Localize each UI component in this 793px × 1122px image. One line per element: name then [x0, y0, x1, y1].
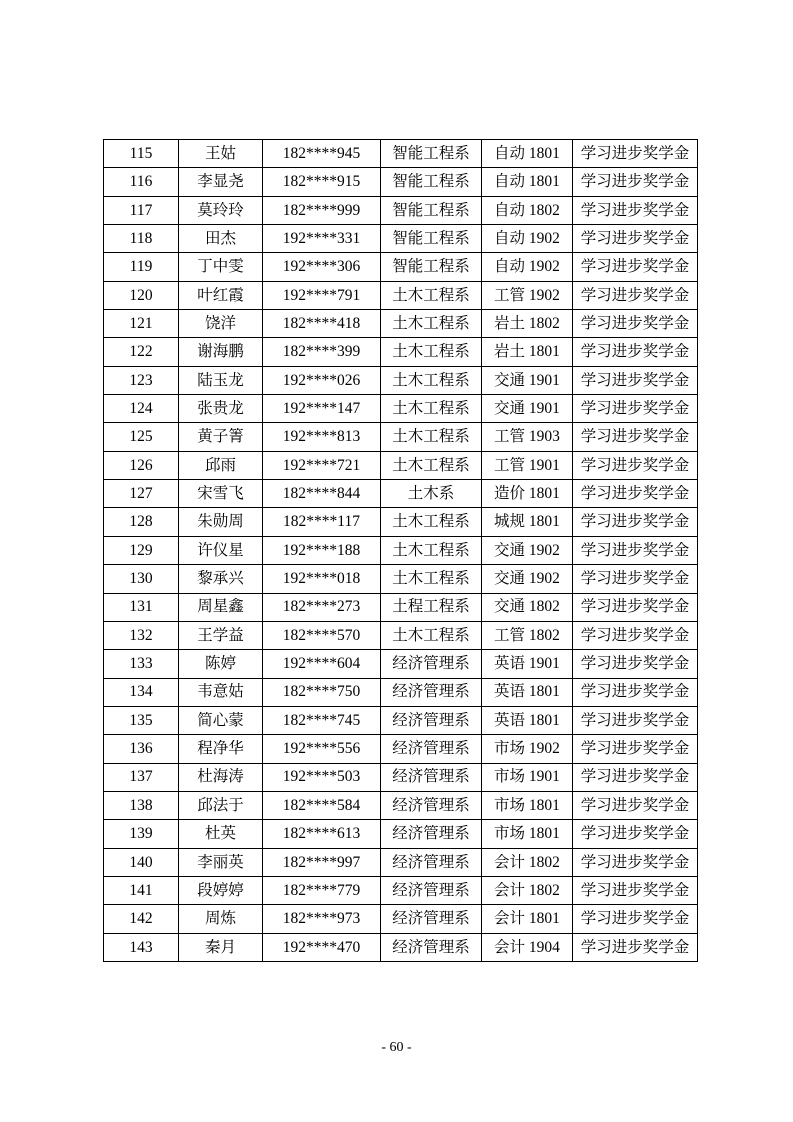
- cell-class: 工管 1901: [482, 451, 573, 479]
- table-row: [104, 848, 698, 876]
- cell-department: 经济管理系: [381, 905, 482, 933]
- cell-department: 经济管理系: [381, 650, 482, 678]
- table-row: [104, 933, 698, 961]
- scholarship-table-body: [104, 140, 698, 962]
- cell-name: 王姑: [179, 140, 263, 168]
- cell-award: 学习进步奖学金: [573, 140, 698, 168]
- cell-name: 周炼: [179, 905, 263, 933]
- cell-phone: 182****915: [263, 168, 381, 196]
- table-row: [104, 338, 698, 366]
- cell-name: 丁中雯: [179, 253, 263, 281]
- cell-phone: 192****188: [263, 536, 381, 564]
- scholarship-table: [103, 139, 698, 962]
- table-row: [104, 395, 698, 423]
- cell-award: 学习进步奖学金: [573, 565, 698, 593]
- cell-index: 123: [104, 366, 179, 394]
- cell-name: 饶洋: [179, 310, 263, 338]
- cell-phone: 182****399: [263, 338, 381, 366]
- cell-department: 智能工程系: [381, 140, 482, 168]
- cell-class: 自动 1801: [482, 140, 573, 168]
- cell-award: 学习进步奖学金: [573, 706, 698, 734]
- cell-index: 138: [104, 791, 179, 819]
- cell-phone: 192****018: [263, 565, 381, 593]
- cell-class: 交通 1901: [482, 366, 573, 394]
- cell-class: 自动 1801: [482, 168, 573, 196]
- table-row: [104, 366, 698, 394]
- cell-class: 交通 1902: [482, 536, 573, 564]
- cell-index: 122: [104, 338, 179, 366]
- cell-name: 李显尧: [179, 168, 263, 196]
- cell-name: 张贵龙: [179, 395, 263, 423]
- cell-index: 143: [104, 933, 179, 961]
- cell-award: 学习进步奖学金: [573, 763, 698, 791]
- cell-name: 田杰: [179, 225, 263, 253]
- cell-award: 学习进步奖学金: [573, 678, 698, 706]
- cell-award: 学习进步奖学金: [573, 281, 698, 309]
- table-row: [104, 423, 698, 451]
- cell-class: 交通 1901: [482, 395, 573, 423]
- cell-index: 132: [104, 621, 179, 649]
- cell-phone: 182****844: [263, 480, 381, 508]
- cell-index: 118: [104, 225, 179, 253]
- cell-name: 周星鑫: [179, 593, 263, 621]
- cell-department: 土木工程系: [381, 281, 482, 309]
- cell-name: 陆玉龙: [179, 366, 263, 394]
- cell-award: 学习进步奖学金: [573, 933, 698, 961]
- cell-name: 段婷婷: [179, 876, 263, 904]
- cell-phone: 182****418: [263, 310, 381, 338]
- cell-department: 土木工程系: [381, 621, 482, 649]
- table-row: [104, 281, 698, 309]
- cell-index: 116: [104, 168, 179, 196]
- cell-phone: 182****750: [263, 678, 381, 706]
- cell-index: 140: [104, 848, 179, 876]
- cell-award: 学习进步奖学金: [573, 621, 698, 649]
- cell-class: 市场 1801: [482, 791, 573, 819]
- cell-name: 杜英: [179, 820, 263, 848]
- cell-award: 学习进步奖学金: [573, 791, 698, 819]
- cell-phone: 182****745: [263, 706, 381, 734]
- cell-department: 经济管理系: [381, 876, 482, 904]
- cell-index: 126: [104, 451, 179, 479]
- cell-department: 土木工程系: [381, 536, 482, 564]
- cell-name: 杜海涛: [179, 763, 263, 791]
- cell-name: 王学益: [179, 621, 263, 649]
- cell-award: 学习进步奖学金: [573, 395, 698, 423]
- cell-phone: 192****306: [263, 253, 381, 281]
- cell-phone: 192****791: [263, 281, 381, 309]
- cell-class: 交通 1802: [482, 593, 573, 621]
- cell-award: 学习进步奖学金: [573, 310, 698, 338]
- table-row: [104, 253, 698, 281]
- cell-name: 邱雨: [179, 451, 263, 479]
- cell-phone: 192****331: [263, 225, 381, 253]
- cell-award: 学习进步奖学金: [573, 480, 698, 508]
- table-row: [104, 820, 698, 848]
- table-row: [104, 905, 698, 933]
- cell-class: 自动 1902: [482, 253, 573, 281]
- cell-index: 120: [104, 281, 179, 309]
- cell-department: 土木工程系: [381, 310, 482, 338]
- cell-phone: 182****973: [263, 905, 381, 933]
- cell-index: 128: [104, 508, 179, 536]
- table-row: [104, 678, 698, 706]
- cell-index: 124: [104, 395, 179, 423]
- table-row: [104, 791, 698, 819]
- cell-award: 学习进步奖学金: [573, 225, 698, 253]
- cell-award: 学习进步奖学金: [573, 820, 698, 848]
- cell-department: 智能工程系: [381, 196, 482, 224]
- cell-department: 经济管理系: [381, 791, 482, 819]
- cell-index: 127: [104, 480, 179, 508]
- cell-phone: 182****999: [263, 196, 381, 224]
- cell-name: 莫玲玲: [179, 196, 263, 224]
- cell-department: 土木工程系: [381, 508, 482, 536]
- table-row: [104, 763, 698, 791]
- table-row: [104, 140, 698, 168]
- cell-class: 英语 1801: [482, 706, 573, 734]
- cell-name: 宋雪飞: [179, 480, 263, 508]
- cell-department: 经济管理系: [381, 735, 482, 763]
- cell-phone: 192****721: [263, 451, 381, 479]
- cell-name: 秦月: [179, 933, 263, 961]
- cell-department: 土木工程系: [381, 395, 482, 423]
- cell-department: 经济管理系: [381, 933, 482, 961]
- cell-index: 135: [104, 706, 179, 734]
- cell-index: 133: [104, 650, 179, 678]
- cell-class: 市场 1801: [482, 820, 573, 848]
- cell-phone: 182****779: [263, 876, 381, 904]
- table-row: [104, 650, 698, 678]
- cell-phone: 182****945: [263, 140, 381, 168]
- cell-award: 学习进步奖学金: [573, 848, 698, 876]
- cell-class: 交通 1902: [482, 565, 573, 593]
- cell-class: 造价 1801: [482, 480, 573, 508]
- cell-index: 119: [104, 253, 179, 281]
- cell-index: 141: [104, 876, 179, 904]
- cell-name: 黎承兴: [179, 565, 263, 593]
- cell-name: 邱法于: [179, 791, 263, 819]
- cell-phone: 182****997: [263, 848, 381, 876]
- cell-name: 黄子箐: [179, 423, 263, 451]
- cell-phone: 182****613: [263, 820, 381, 848]
- cell-phone: 182****117: [263, 508, 381, 536]
- cell-class: 会计 1904: [482, 933, 573, 961]
- cell-name: 程净华: [179, 735, 263, 763]
- cell-index: 130: [104, 565, 179, 593]
- page-number: - 60 -: [381, 1040, 412, 1055]
- table-row: [104, 480, 698, 508]
- cell-name: 韦意姑: [179, 678, 263, 706]
- cell-index: 117: [104, 196, 179, 224]
- cell-award: 学习进步奖学金: [573, 508, 698, 536]
- cell-class: 工管 1802: [482, 621, 573, 649]
- cell-phone: 192****503: [263, 763, 381, 791]
- table-row: [104, 536, 698, 564]
- cell-class: 英语 1801: [482, 678, 573, 706]
- cell-award: 学习进步奖学金: [573, 366, 698, 394]
- cell-phone: 192****026: [263, 366, 381, 394]
- cell-name: 简心蒙: [179, 706, 263, 734]
- table-row: [104, 735, 698, 763]
- cell-award: 学习进步奖学金: [573, 905, 698, 933]
- cell-class: 工管 1903: [482, 423, 573, 451]
- cell-department: 土木工程系: [381, 451, 482, 479]
- cell-department: 经济管理系: [381, 706, 482, 734]
- table-row: [104, 508, 698, 536]
- table-row: [104, 196, 698, 224]
- table-row: [104, 593, 698, 621]
- cell-phone: 192****604: [263, 650, 381, 678]
- cell-class: 岩土 1801: [482, 338, 573, 366]
- table-row: [104, 225, 698, 253]
- cell-department: 土木工程系: [381, 423, 482, 451]
- cell-class: 自动 1802: [482, 196, 573, 224]
- cell-phone: 182****584: [263, 791, 381, 819]
- cell-department: 土木系: [381, 480, 482, 508]
- cell-award: 学习进步奖学金: [573, 451, 698, 479]
- cell-name: 谢海鹏: [179, 338, 263, 366]
- cell-index: 115: [104, 140, 179, 168]
- cell-name: 陈婷: [179, 650, 263, 678]
- cell-award: 学习进步奖学金: [573, 196, 698, 224]
- table-row: [104, 706, 698, 734]
- cell-index: 136: [104, 735, 179, 763]
- cell-index: 139: [104, 820, 179, 848]
- cell-phone: 182****570: [263, 621, 381, 649]
- cell-phone: 182****273: [263, 593, 381, 621]
- cell-award: 学习进步奖学金: [573, 876, 698, 904]
- cell-class: 工管 1902: [482, 281, 573, 309]
- cell-department: 土木工程系: [381, 338, 482, 366]
- cell-award: 学习进步奖学金: [573, 253, 698, 281]
- cell-award: 学习进步奖学金: [573, 423, 698, 451]
- cell-index: 129: [104, 536, 179, 564]
- table-row: [104, 621, 698, 649]
- cell-class: 会计 1802: [482, 848, 573, 876]
- cell-class: 会计 1801: [482, 905, 573, 933]
- cell-department: 经济管理系: [381, 848, 482, 876]
- cell-index: 134: [104, 678, 179, 706]
- cell-name: 朱勋周: [179, 508, 263, 536]
- cell-phone: 192****556: [263, 735, 381, 763]
- table-row: [104, 310, 698, 338]
- cell-class: 自动 1902: [482, 225, 573, 253]
- cell-index: 142: [104, 905, 179, 933]
- cell-class: 会计 1802: [482, 876, 573, 904]
- table-row: [104, 876, 698, 904]
- cell-index: 137: [104, 763, 179, 791]
- cell-award: 学习进步奖学金: [573, 735, 698, 763]
- cell-phone: 192****813: [263, 423, 381, 451]
- cell-index: 121: [104, 310, 179, 338]
- cell-award: 学习进步奖学金: [573, 338, 698, 366]
- cell-department: 智能工程系: [381, 253, 482, 281]
- cell-phone: 192****147: [263, 395, 381, 423]
- cell-name: 叶红霞: [179, 281, 263, 309]
- cell-award: 学习进步奖学金: [573, 593, 698, 621]
- cell-department: 土程工程系: [381, 593, 482, 621]
- cell-class: 岩土 1802: [482, 310, 573, 338]
- table-row: [104, 168, 698, 196]
- cell-department: 土木工程系: [381, 366, 482, 394]
- cell-class: 市场 1902: [482, 735, 573, 763]
- cell-department: 土木工程系: [381, 565, 482, 593]
- table-row: [104, 565, 698, 593]
- cell-class: 英语 1901: [482, 650, 573, 678]
- table-row: [104, 451, 698, 479]
- cell-award: 学习进步奖学金: [573, 168, 698, 196]
- cell-department: 智能工程系: [381, 225, 482, 253]
- cell-index: 131: [104, 593, 179, 621]
- cell-class: 市场 1901: [482, 763, 573, 791]
- cell-department: 经济管理系: [381, 820, 482, 848]
- cell-department: 经济管理系: [381, 678, 482, 706]
- cell-award: 学习进步奖学金: [573, 650, 698, 678]
- cell-award: 学习进步奖学金: [573, 536, 698, 564]
- cell-name: 许仪星: [179, 536, 263, 564]
- cell-name: 李丽英: [179, 848, 263, 876]
- cell-department: 经济管理系: [381, 763, 482, 791]
- cell-class: 城规 1801: [482, 508, 573, 536]
- cell-index: 125: [104, 423, 179, 451]
- cell-phone: 192****470: [263, 933, 381, 961]
- cell-department: 智能工程系: [381, 168, 482, 196]
